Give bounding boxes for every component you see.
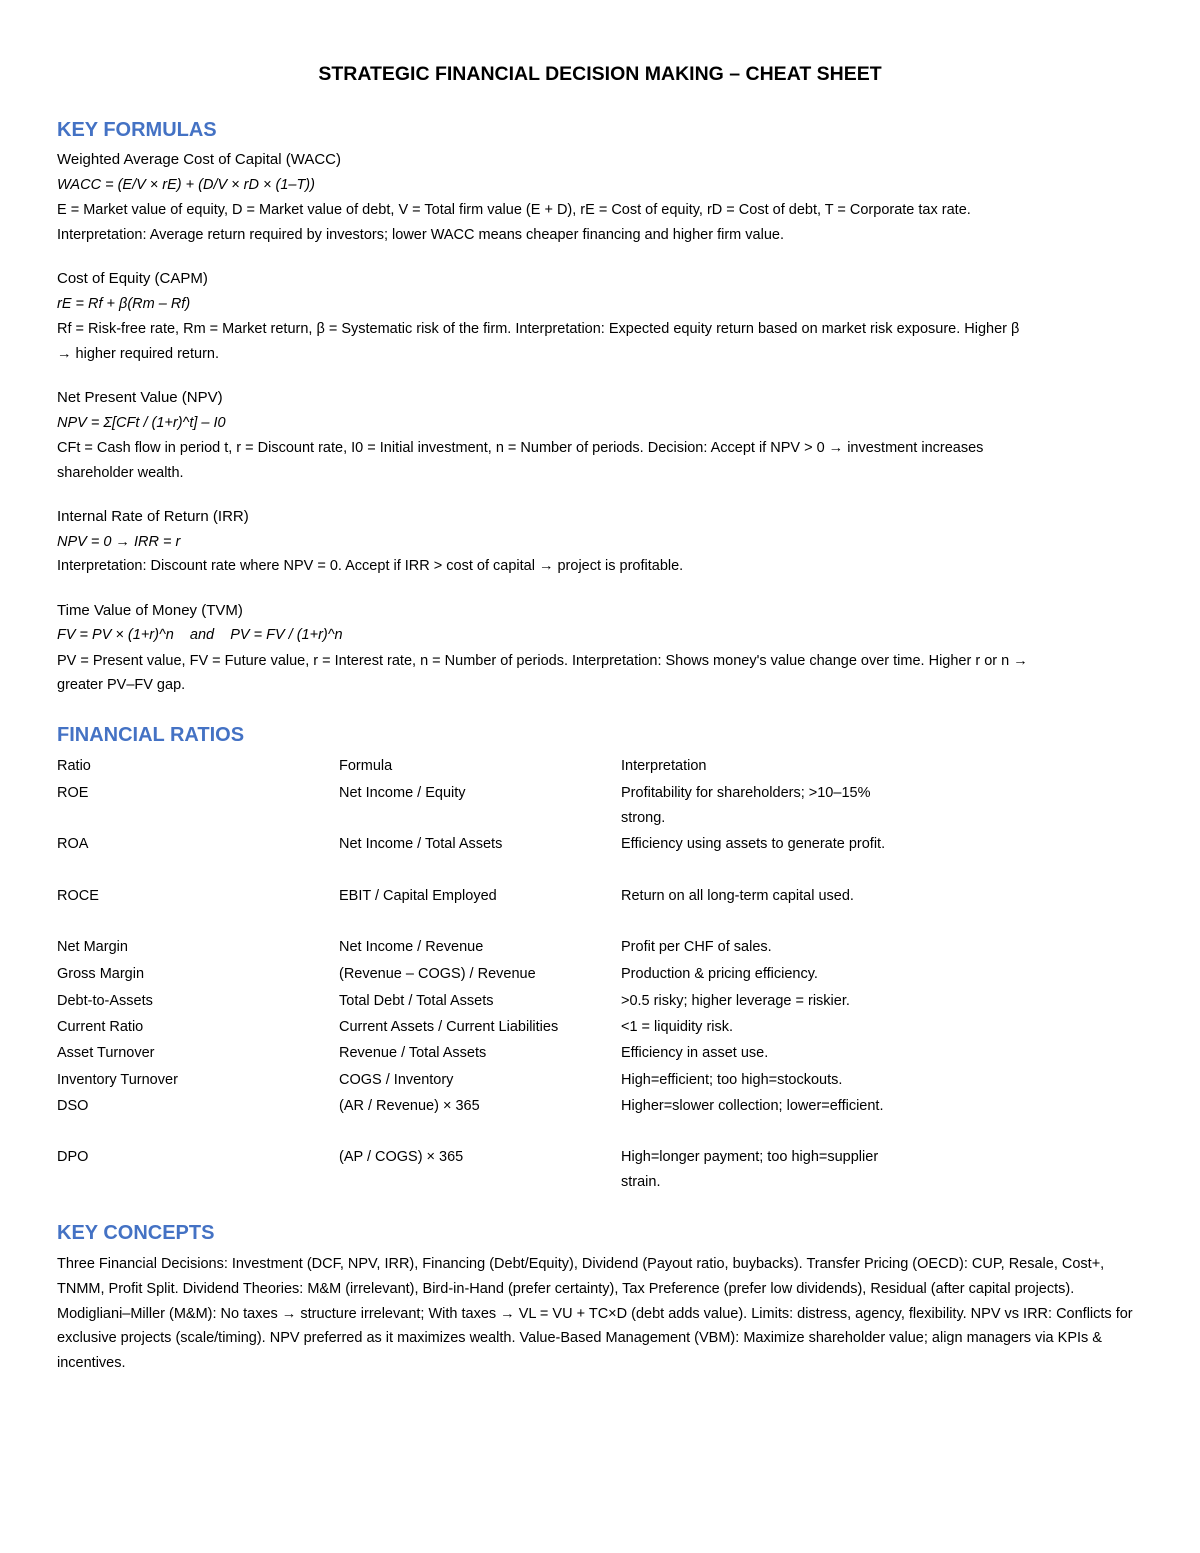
capm-definitions: Rf = Risk-free rate, Rm = Market return, β = Systematic risk of the firm. Interpretation: Expected equity return based on market risk exposure. Higher β [57, 321, 1020, 337]
ratio-formula: Net Income / Total Assets [339, 836, 503, 852]
irr-interpretation: Interpretation: Discount rate where NPV = 0. Accept if IRR > cost of capital → project is profitable. [57, 558, 684, 574]
ratio-formula: EBIT / Capital Employed [339, 888, 497, 904]
capm-title: Cost of Equity (CAPM) [57, 270, 208, 287]
page-title: STRATEGIC FINANCIAL DECISION MAKING – CHEAT SHEET [318, 63, 882, 85]
wacc-formula: WACC = (E/V × rE) + (D/V × rD × (1–T)) [57, 177, 315, 193]
ratio-formula: (AP / COGS) × 365 [339, 1149, 464, 1165]
key-concepts-heading: KEY CONCEPTS [57, 1222, 215, 1244]
ratio-name: Net Margin [57, 939, 128, 955]
ratio-formula: (AR / Revenue) × 365 [339, 1098, 480, 1114]
ratio-interpretation: Profitability for shareholders; >10–15% strong. [621, 785, 871, 826]
ratio-interpretation: Higher=slower collection; lower=efficient. [621, 1098, 884, 1114]
npv-title: Net Present Value (NPV) [57, 389, 223, 406]
ratio-interpretation: >0.5 risky; higher leverage = riskier. [621, 993, 850, 1009]
tvm-formula: FV = PV × (1+r)^n and PV = FV / (1+r)^n [57, 627, 343, 643]
irr-title: Internal Rate of Return (IRR) [57, 508, 249, 525]
ratio-interpretation: Profit per CHF of sales. [621, 939, 772, 955]
wacc-title: Weighted Average Cost of Capital (WACC) [57, 151, 342, 168]
ratio-interpretation: Return on all long-term capital used. [621, 888, 854, 904]
ratio-name: ROCE [57, 888, 99, 904]
interpretation-column-header: Interpretation [621, 758, 707, 774]
ratio-name: Asset Turnover [57, 1045, 155, 1061]
ratio-interpretation: Efficiency in asset use. [621, 1045, 769, 1061]
formula-column-header: Formula [339, 758, 393, 774]
ratio-interpretation: Efficiency using assets to generate profit. [621, 836, 886, 852]
ratio-formula: Net Income / Equity [339, 785, 466, 801]
ratio-name: Inventory Turnover [57, 1072, 178, 1088]
ratio-formula: (Revenue – COGS) / Revenue [339, 966, 536, 982]
npv-formula: NPV = Σ[CFt / (1+r)^t] – I0 [57, 415, 226, 431]
capm-interpretation: → higher required return. [57, 346, 219, 362]
tvm-title: Time Value of Money (TVM) [57, 602, 243, 619]
ratio-name: Gross Margin [57, 966, 145, 982]
ratio-interpretation: <1 = liquidity risk. [621, 1019, 734, 1035]
ratio-name: DPO [57, 1149, 89, 1165]
ratio-formula: Net Income / Revenue [339, 939, 484, 955]
npv-definitions: CFt = Cash flow in period t, r = Discount rate, I0 = Initial investment, n = Number of periods. Decision: Accept if NPV > 0 → investment increases [57, 440, 984, 456]
financial-ratios-heading: FINANCIAL RATIOS [57, 724, 245, 746]
ratio-name: Debt-to-Assets [57, 993, 153, 1009]
ratio-name: ROE [57, 785, 89, 801]
irr-formula: NPV = 0 → IRR = r [57, 534, 181, 550]
key-formulas-heading: KEY FORMULAS [57, 119, 217, 141]
wacc-interpretation: Interpretation: Average return required by investors; lower WACC means cheaper financing and higher firm value. [57, 227, 784, 243]
ratio-name: DSO [57, 1098, 89, 1114]
npv-decision: shareholder wealth. [57, 465, 184, 481]
key-concepts-paragraph: Three Financial Decisions: Investment (DCF, NPV, IRR), Financing (Debt/Equity), Dividend (Payout ratio, buybacks). Transfer Pricing (OECD): CUP, Resale, Cost+, TNMM, Profit Split. Dividend Theories: M&M (irrelevant), Bird-in-Hand (prefer certainty), Tax Preference (prefer low dividends), Residual (after capital projects). Modigliani–Miller (M&M): No taxes → structure irrelevant; With taxes → VL = VU + TC×D (debt adds value). Limits: distress, agency, flexibility. NPV vs IRR: Conflicts for exclusive projects (scale/timing). NPV preferred as it maximizes wealth. Value-Based Management (VBM): Maximize shareholder value; align managers via KPIs & incentives. [57, 1256, 1133, 1372]
tvm-definitions: PV = Present value, FV = Future value, r = Interest rate, n = Number of periods. Interpretation: Shows money's value change over time. Higher r or n → [57, 653, 1028, 669]
ratio-name: ROA [57, 836, 89, 852]
ratio-interpretation: High=longer payment; too high=supplier strain. [621, 1149, 879, 1190]
ratio-formula: Total Debt / Total Assets [339, 993, 494, 1009]
wacc-definitions: E = Market value of equity, D = Market value of debt, V = Total firm value (E + D), rE = Cost of equity, rD = Cost of debt, T = Corporate tax rate. [57, 202, 971, 218]
ratio-name: Current Ratio [57, 1019, 144, 1035]
ratio-interpretation: High=efficient; too high=stockouts. [621, 1072, 843, 1088]
capm-formula: rE = Rf + β(Rm – Rf) [57, 296, 191, 312]
ratio-formula: COGS / Inventory [339, 1072, 454, 1088]
ratio-interpretation: Production & pricing efficiency. [621, 966, 818, 982]
ratio-formula: Revenue / Total Assets [339, 1045, 487, 1061]
ratio-formula: Current Assets / Current Liabilities [339, 1019, 559, 1035]
tvm-interpretation: greater PV–FV gap. [57, 677, 186, 693]
ratio-column-header: Ratio [57, 758, 91, 774]
